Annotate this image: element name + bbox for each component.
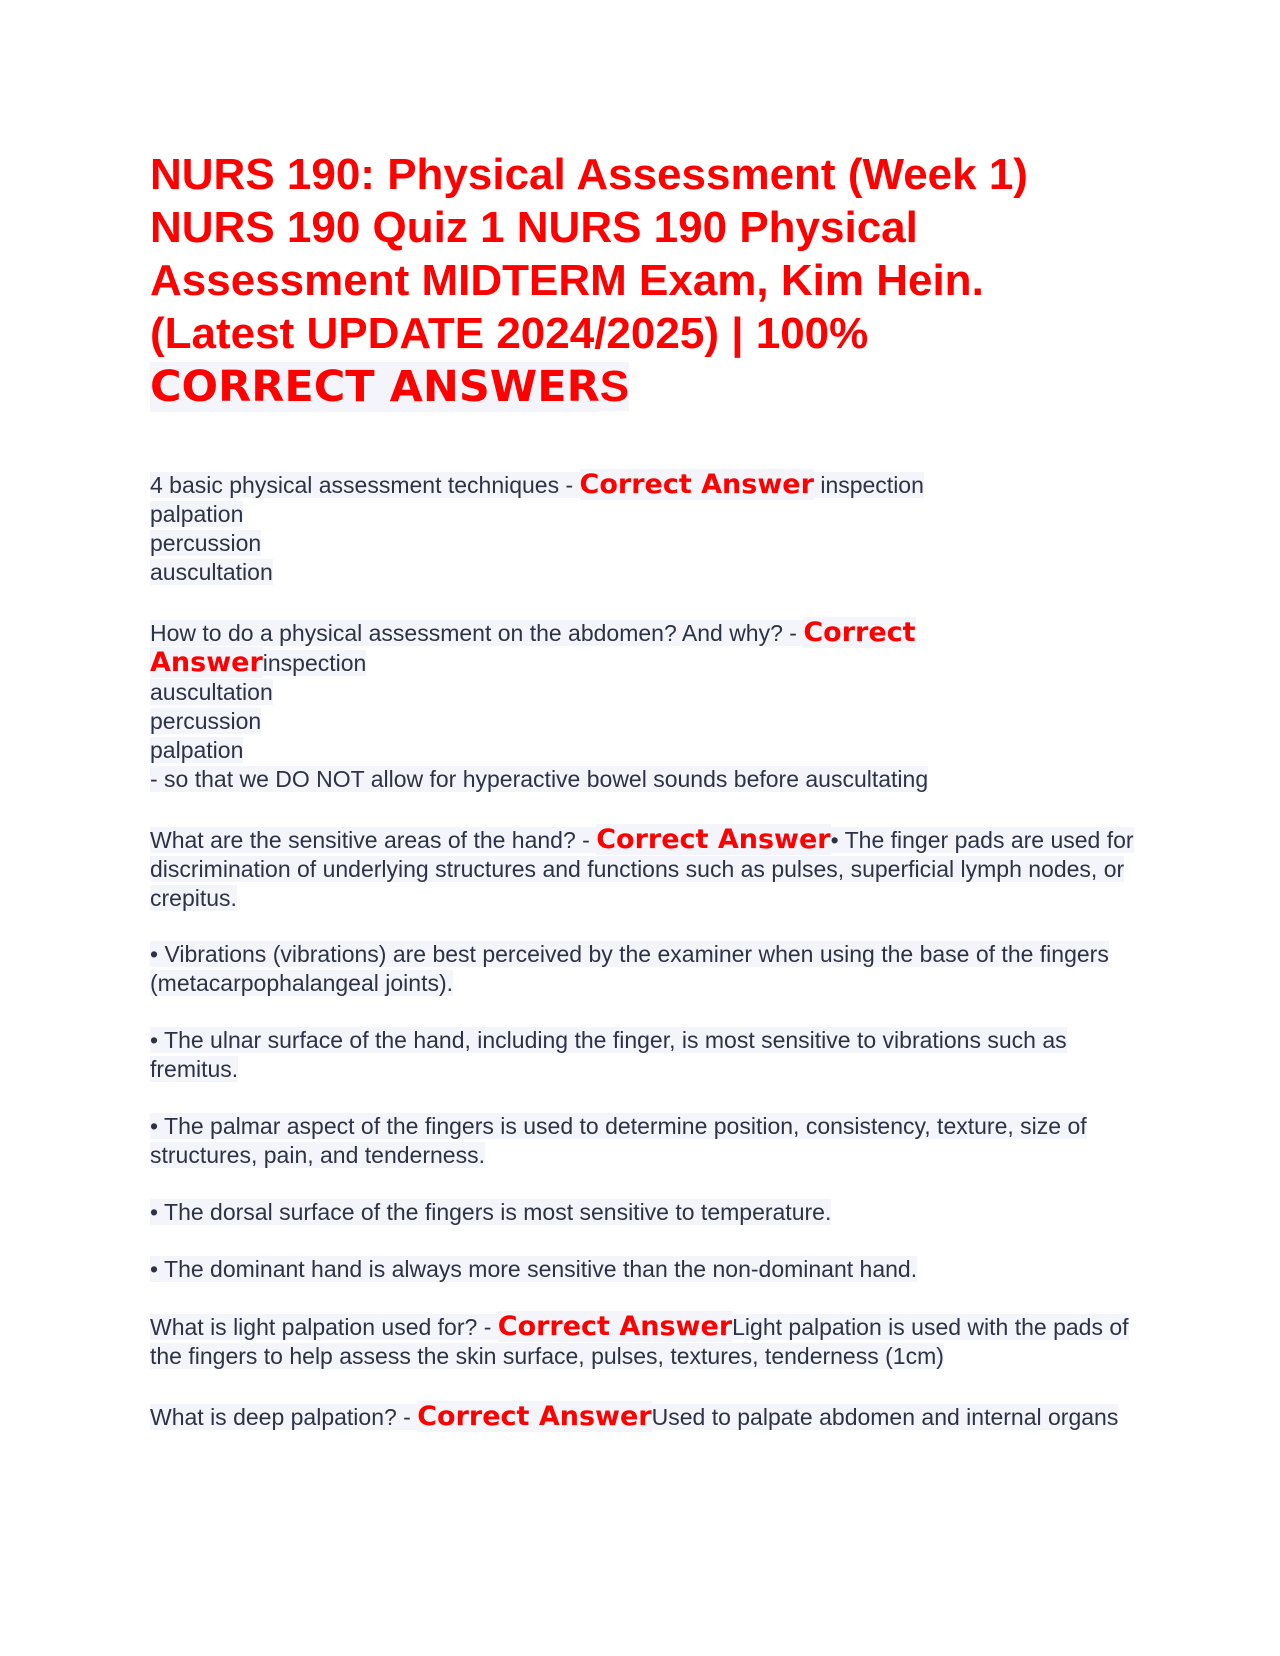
- answer-1-line: percussion: [150, 530, 262, 556]
- correct-answer-label-4: Correct Answer: [497, 1311, 733, 1342]
- document-title: [150, 148, 1140, 414]
- answer-2-line: auscultation: [150, 679, 273, 705]
- question-1: 4 basic physical assessment techniques -: [150, 472, 580, 498]
- bullet-item: • Vibrations (vibrations) are best perceived by the examiner when using the base of the fingers (metacarpophalangeal joints).: [150, 941, 1109, 996]
- answer-3-first: • The finger pads are used for discrimination of underlying structures and functions such as pulses, superficial lymph nodes, or crepitus.: [150, 827, 1134, 911]
- qa-item-5: [150, 1402, 1140, 1432]
- answer-4: Light palpation is used with the pads of the fingers to help assess the skin surface, pulses, textures, tenderness (1cm): [150, 1314, 1129, 1369]
- bullet-item: • The dominant hand is always more sensitive than the non-dominant hand.: [150, 1256, 918, 1282]
- question-5: What is deep palpation? -: [150, 1404, 418, 1430]
- answer-2-line: percussion: [150, 708, 262, 734]
- qa-item-2: [150, 618, 1140, 794]
- correct-answer-label-3: Correct Answer: [596, 824, 831, 855]
- correct-answer-label-2a: Correct: [803, 617, 916, 648]
- answer-2-line: - so that we DO NOT allow for hyperactive bowel sounds before auscultating: [150, 766, 929, 792]
- question-4: What is light palpation used for? -: [150, 1314, 498, 1340]
- correct-answer-label-2b: Answer: [150, 647, 263, 678]
- title-line-5-main: CORRECT ANSWER: [150, 362, 600, 412]
- title-line-5: [150, 360, 1140, 414]
- answer-5: Used to palpate abdomen and internal organs: [651, 1404, 1119, 1430]
- correct-answer-label-5: Correct Answer: [417, 1401, 652, 1432]
- title-line-1: NURS 190: Physical Assessment (Week 1): [150, 150, 1028, 199]
- answer-1-first: inspection: [813, 472, 924, 498]
- bullet-item: • The dorsal surface of the fingers is most sensitive to temperature.: [150, 1199, 832, 1225]
- title-line-2: NURS 190 Quiz 1 NURS 190 Physical: [150, 203, 918, 252]
- qa-item-3: [150, 825, 1140, 913]
- answer-2-first: inspection: [262, 650, 367, 676]
- answer-1-line: palpation: [150, 501, 244, 527]
- qa-content: [150, 470, 1140, 1432]
- title-line-5-end: S: [599, 362, 630, 411]
- title-line-4: (Latest UPDATE 2024/2025) | 100%: [150, 309, 869, 358]
- question-3: What are the sensitive areas of the hand? -: [150, 827, 597, 853]
- title-line-3: Assessment MIDTERM Exam, Kim Hein.: [150, 256, 984, 305]
- document-page: [150, 148, 1140, 1463]
- qa-item-1: [150, 470, 1140, 587]
- question-2: How to do a physical assessment on the abdomen? And why? -: [150, 620, 804, 646]
- bullet-item: • The palmar aspect of the fingers is used to determine position, consistency, texture, size of structures, pain, and tenderness.: [150, 1113, 1087, 1168]
- answer-2-line: palpation: [150, 737, 244, 763]
- answer-1-line: auscultation: [150, 559, 273, 585]
- correct-answer-label-1: Correct Answer: [579, 469, 814, 500]
- bullet-item: • The ulnar surface of the hand, including the finger, is most sensitive to vibrations such as fremitus.: [150, 1027, 1067, 1082]
- qa-item-4: [150, 1312, 1140, 1371]
